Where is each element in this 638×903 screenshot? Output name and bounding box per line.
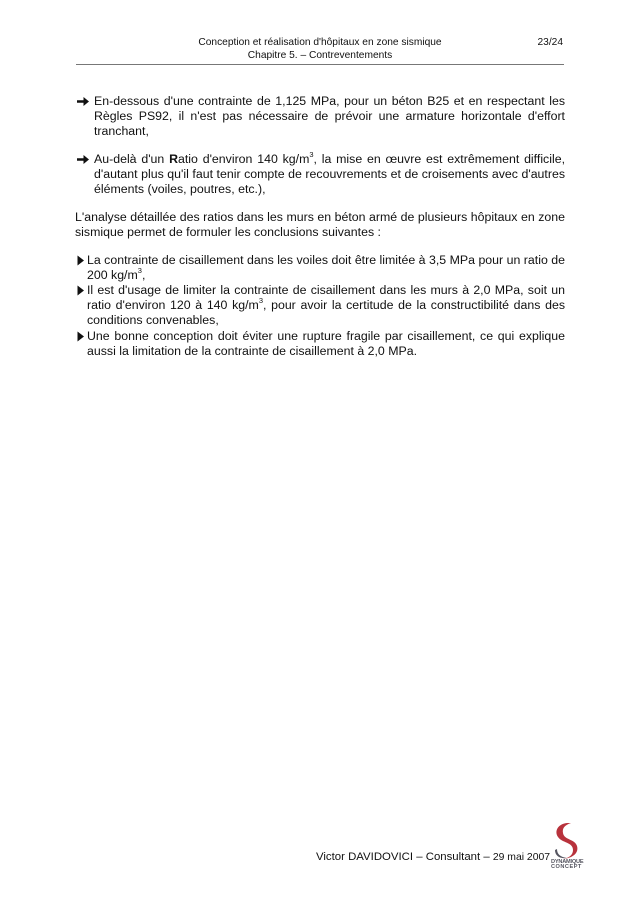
arrow-bullet-text: En-dessous d'une contrainte de 1,125 MPa, pour un béton B25 et en respectant les Règles PS92, il n'est pas nécessaire de prévoir une armature horizontale d'effort tranchant,: [94, 94, 565, 139]
superscript: 3: [309, 149, 314, 159]
triangle-bullet-item: [75, 253, 565, 283]
header-subtitle: Chapitre 5. – Contreventements: [247, 50, 393, 61]
document-body: [75, 94, 565, 359]
superscript: 3: [258, 296, 263, 306]
bold-letter: R: [169, 151, 179, 166]
triangle-bullet-text: ,: [141, 267, 146, 282]
triangle-right-icon: [76, 285, 85, 296]
page-header: [76, 36, 564, 65]
triangle-right-icon: [76, 255, 85, 266]
triangle-bullet-text: Il est d'usage de limiter la contrainte de cisaillement dans les murs à 2,0 MPa, soit un ratio d'environ 120 à 140 kg/m: [87, 283, 565, 313]
triangle-bullet-item: [75, 329, 565, 359]
arrow-right-icon: [76, 152, 90, 167]
header-title-block: [76, 36, 564, 62]
superscript: 3: [137, 265, 142, 275]
arrow-bullet-item: [75, 94, 565, 140]
page-number: 23/24: [537, 37, 563, 48]
triangle-bullet-text: Une bonne conception doit éviter une rupture fragile par cisaillement, ce qui explique aussi la limitation de la contrainte de cisaillement à 2,0 MPa.: [87, 328, 565, 358]
triangle-bullet-item: [75, 283, 565, 329]
triangle-right-icon: [76, 331, 85, 342]
footer-date: 29 mai 2007: [492, 852, 551, 863]
logo-accent-swoosh: [556, 823, 577, 859]
triangle-bullet-text: La contrainte de cisaillement dans les voiles doit être limitée à 3,5 MPa pour un ratio de 200 kg/m: [87, 252, 565, 282]
logo-text-line2: CONCEPT: [551, 864, 582, 868]
logo-dark-swoosh: [555, 849, 567, 858]
arrow-bullet-text: Au-delà d'un: [94, 151, 170, 166]
triangle-bullet-text: , pour avoir la certitude de la constructibilité dans des conditions convenables,: [87, 298, 565, 328]
arrow-right-icon: [76, 94, 90, 109]
arrow-bullet-text: , la mise en œuvre est extrêmement difficile, d'autant plus qu'il faut tenir compte de recouvrements et de croisements avec d'autres éléments (voiles, poutres, etc.),: [94, 151, 566, 197]
page-footer: [316, 851, 550, 863]
body-paragraph: L'analyse détaillée des ratios dans les murs en béton armé de plusieurs hôpitaux en zone sismique permet de formuler les conclusions suivantes :: [75, 210, 565, 240]
logo-text-line1: DYNAMIQUE: [551, 859, 584, 865]
dynamique-concept-logo: [549, 820, 589, 868]
arrow-bullet-item: [75, 149, 566, 198]
header-title: Conception et réalisation d'hôpitaux en zone sismique: [198, 37, 442, 48]
footer-author: Victor DAVIDOVICI – Consultant –: [316, 851, 493, 863]
arrow-bullet-text: atio d'environ 140 kg/m: [178, 151, 310, 166]
